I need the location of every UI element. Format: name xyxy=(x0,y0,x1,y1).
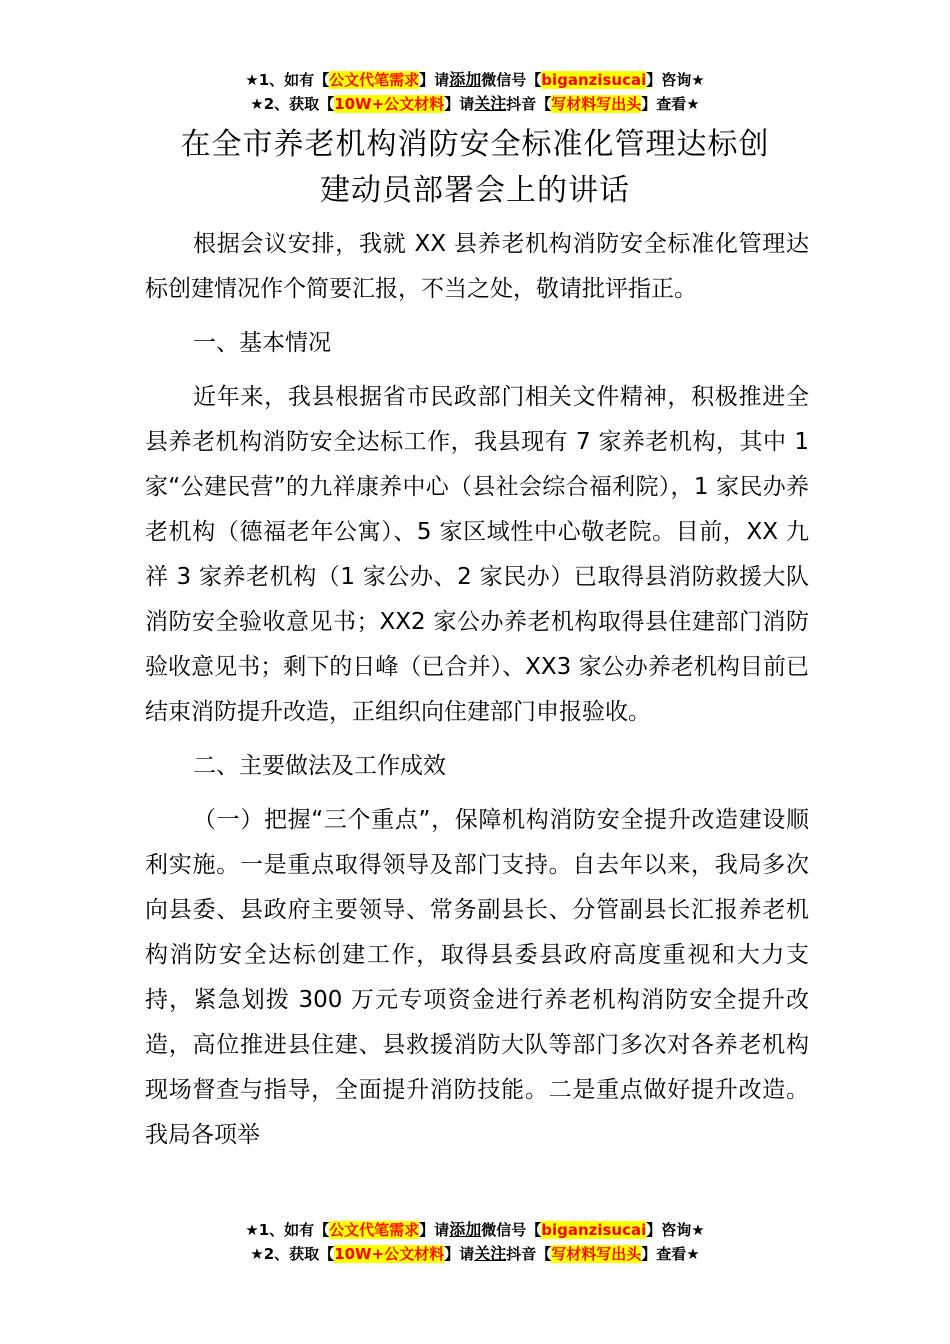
promo-highlight: 写材料写出头 xyxy=(551,1245,642,1263)
promo-line-1: ★1、如有【公文代笔需求】请添加微信号【biganzisucai】咨询★ xyxy=(245,1220,705,1239)
title-line-1: 在全市养老机构消防安全标准化管理达标创 xyxy=(180,127,770,162)
promo-line-2: ★2、获取【10W+公文材料】请关注抖音【写材料写出头】查看★ xyxy=(250,1244,700,1263)
document-title xyxy=(0,122,950,214)
promo-highlight: biganzisucai xyxy=(541,71,647,89)
section-heading-2: 二、主要做法及工作成效 xyxy=(193,753,446,779)
promo-highlight: 10W+公文材料 xyxy=(334,95,445,113)
paragraph-basic-situation: 近年来，我县根据省市民政部门相关文件精神，积极推进全县养老机构消防安全达标工作，我县现有 7 家养老机构，其中 1 家“公建民营”的九祥康养中心（县社会综合福利院），1 家民办养老机构（德福老年公寓）、5 家区域性中心敬老院。目前，XX 九祥 3 家养老机构（1 家公办、2 家民办）已取得县消防救援大队消防安全验收意见书；XX2 家公办养老机构取得县住建部门消防验收意见书；剩下的日峰（已合并）、XX3 家公办养老机构目前已结束消防提升改造，正组织向住建部门申报验收。 xyxy=(145,384,809,725)
promo-line-2: ★2、获取【10W+公文材料】请关注抖音【写材料写出头】查看★ xyxy=(250,94,700,113)
promo-line-1: ★1、如有【公文代笔需求】请添加微信号【biganzisucai】咨询★ xyxy=(245,70,705,89)
promo-highlight: 公文代笔需求 xyxy=(329,1221,420,1239)
promo-highlight: biganzisucai xyxy=(541,1221,647,1239)
title-line-2: 建动员部署会上的讲话 xyxy=(320,173,630,208)
promo-highlight: 10W+公文材料 xyxy=(334,1245,445,1263)
section-heading-1: 一、基本情况 xyxy=(193,330,331,356)
promo-highlight: 写材料写出头 xyxy=(551,95,642,113)
top-promo-banner xyxy=(0,68,950,116)
paragraph-intro: 根据会议安排，我就 XX 县养老机构消防安全标准化管理达标创建情况作个简要汇报，不当之处，敬请批评指正。 xyxy=(145,231,809,302)
paragraph-measures: （一）把握“三个重点”，保障机构消防安全提升改造建设顺利实施。一是重点取得领导及部门支持。自去年以来，我局多次向县委、县政府主要领导、常务副县长、分管副县长汇报养老机构消防安全达标创建工作，取得县委县政府高度重视和大力支持，紧急划拨 300 万元专项资金进行养老机构消防安全提升改造，高位推进县住建、县救援消防大队等部门多次对各养老机构现场督查与指导，全面提升消防技能。二是重点做好提升改造。我局各项举 xyxy=(145,807,809,1148)
bottom-promo-banner xyxy=(0,1218,950,1266)
promo-highlight: 公文代笔需求 xyxy=(329,71,420,89)
document-body xyxy=(145,222,809,1167)
